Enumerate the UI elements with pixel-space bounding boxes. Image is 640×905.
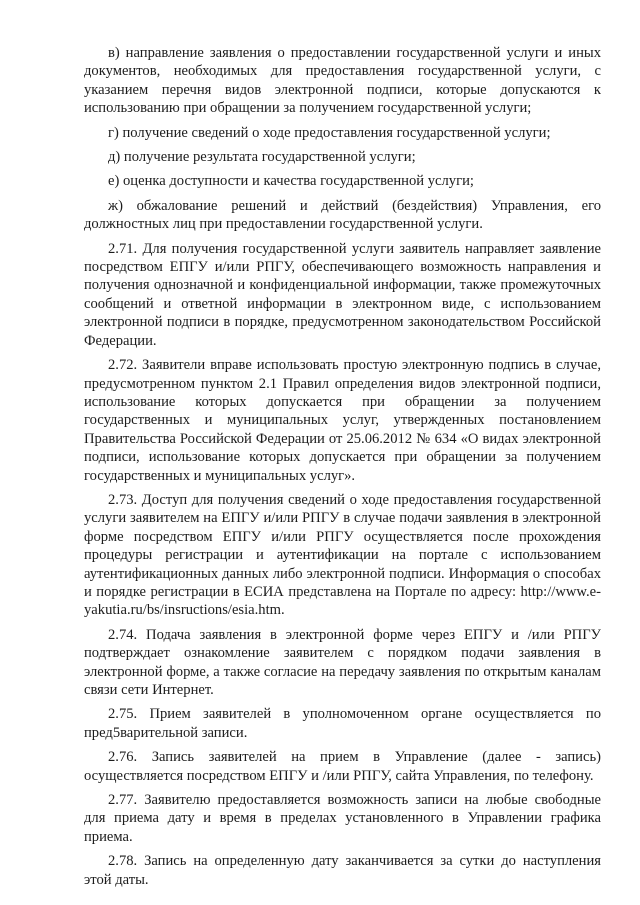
clause-2-75: 2.75. Прием заявителей в уполномоченном органе осуществляется по пред5варительной записи. bbox=[84, 706, 601, 741]
list-item-e: е) оценка доступности и качества государственной услуги; bbox=[108, 173, 474, 190]
list-item-g: г) получение сведений о ходе предоставления государственной услуги; bbox=[108, 124, 551, 141]
list-item-d: д) получение результата государственной услуги; bbox=[108, 149, 416, 166]
list-item-v: в) направление заявления о предоставлении государственной услуги и иных документов, необходимых для предоставления государственной услуги, с указанием перечня видов электронной подписи, которые допускаются к использованию при обращении за получением государственной услуги; bbox=[84, 45, 601, 117]
clause-2-73: 2.73. Доступ для получения сведений о ходе предоставления государственной услуги заявителем на ЕПГУ и/или РПГУ в случае подачи заявления в электронной форме посредством ЕПГУ и/или РПГУ осуществляется после прохождения процедуры регистрации и аутентификации на портале с использованием аутентификационных данных либо электронной подписи. Информация о способах и порядке регистрации в ЕСИА представлена на Портале по адресу: http://www.e-yakutia.ru/bs/insructions/esia.htm. bbox=[84, 491, 601, 619]
clause-2-74: 2.74. Подача заявления в электронной форме через ЕПГУ и /или РПГУ подтверждает ознакомление заявителем с порядком подачи заявления в электронной форме, а также согласие на передачу заявления по открытым каналам связи сети Интернет. bbox=[84, 626, 601, 698]
clause-2-77: 2.77. Заявителю предоставляется возможность записи на любые свободные для приема дату и время в пределах установленного в Управлении графика приема. bbox=[84, 792, 601, 845]
clause-2-72: 2.72. Заявители вправе использовать простую электронную подпись в случае, предусмотренном пунктом 2.1 Правил определения видов электронной подписи, использование которых допускается при обращении за получением государственных и муниципальных услуг, утвержденных постановлением Правительства Российской Федерации от 25.06.2012 № 634 «О видах электронной подписи, использование которых допускается при обращении за получением государственных и муниципальных услуг». bbox=[84, 357, 601, 484]
clause-2-71: 2.71. Для получения государственной услуги заявитель направляет заявление посредством ЕПГУ и/или РПГУ, обеспечивающего возможность направления и получения однозначной и конфиденциальной информации, также промежуточных сообщений и ответной информации в электронном виде, с использованием электронной подписи в порядке, предусмотренном законодательством Российской Федерации. bbox=[84, 240, 601, 349]
clause-2-78: 2.78. Запись на определенную дату заканчивается за сутки до наступления этой даты. bbox=[84, 853, 601, 888]
clause-2-76: 2.76. Запись заявителей на прием в Управление (далее - запись) осуществляется посредством ЕПГУ и /или РПГУ, сайта Управления, по телефону. bbox=[84, 749, 601, 784]
document-body bbox=[84, 44, 601, 895]
list-item-zh: ж) обжалование решений и действий (бездействия) Управления, его должностных лиц при предоставлении государственной услуги. bbox=[84, 197, 601, 233]
